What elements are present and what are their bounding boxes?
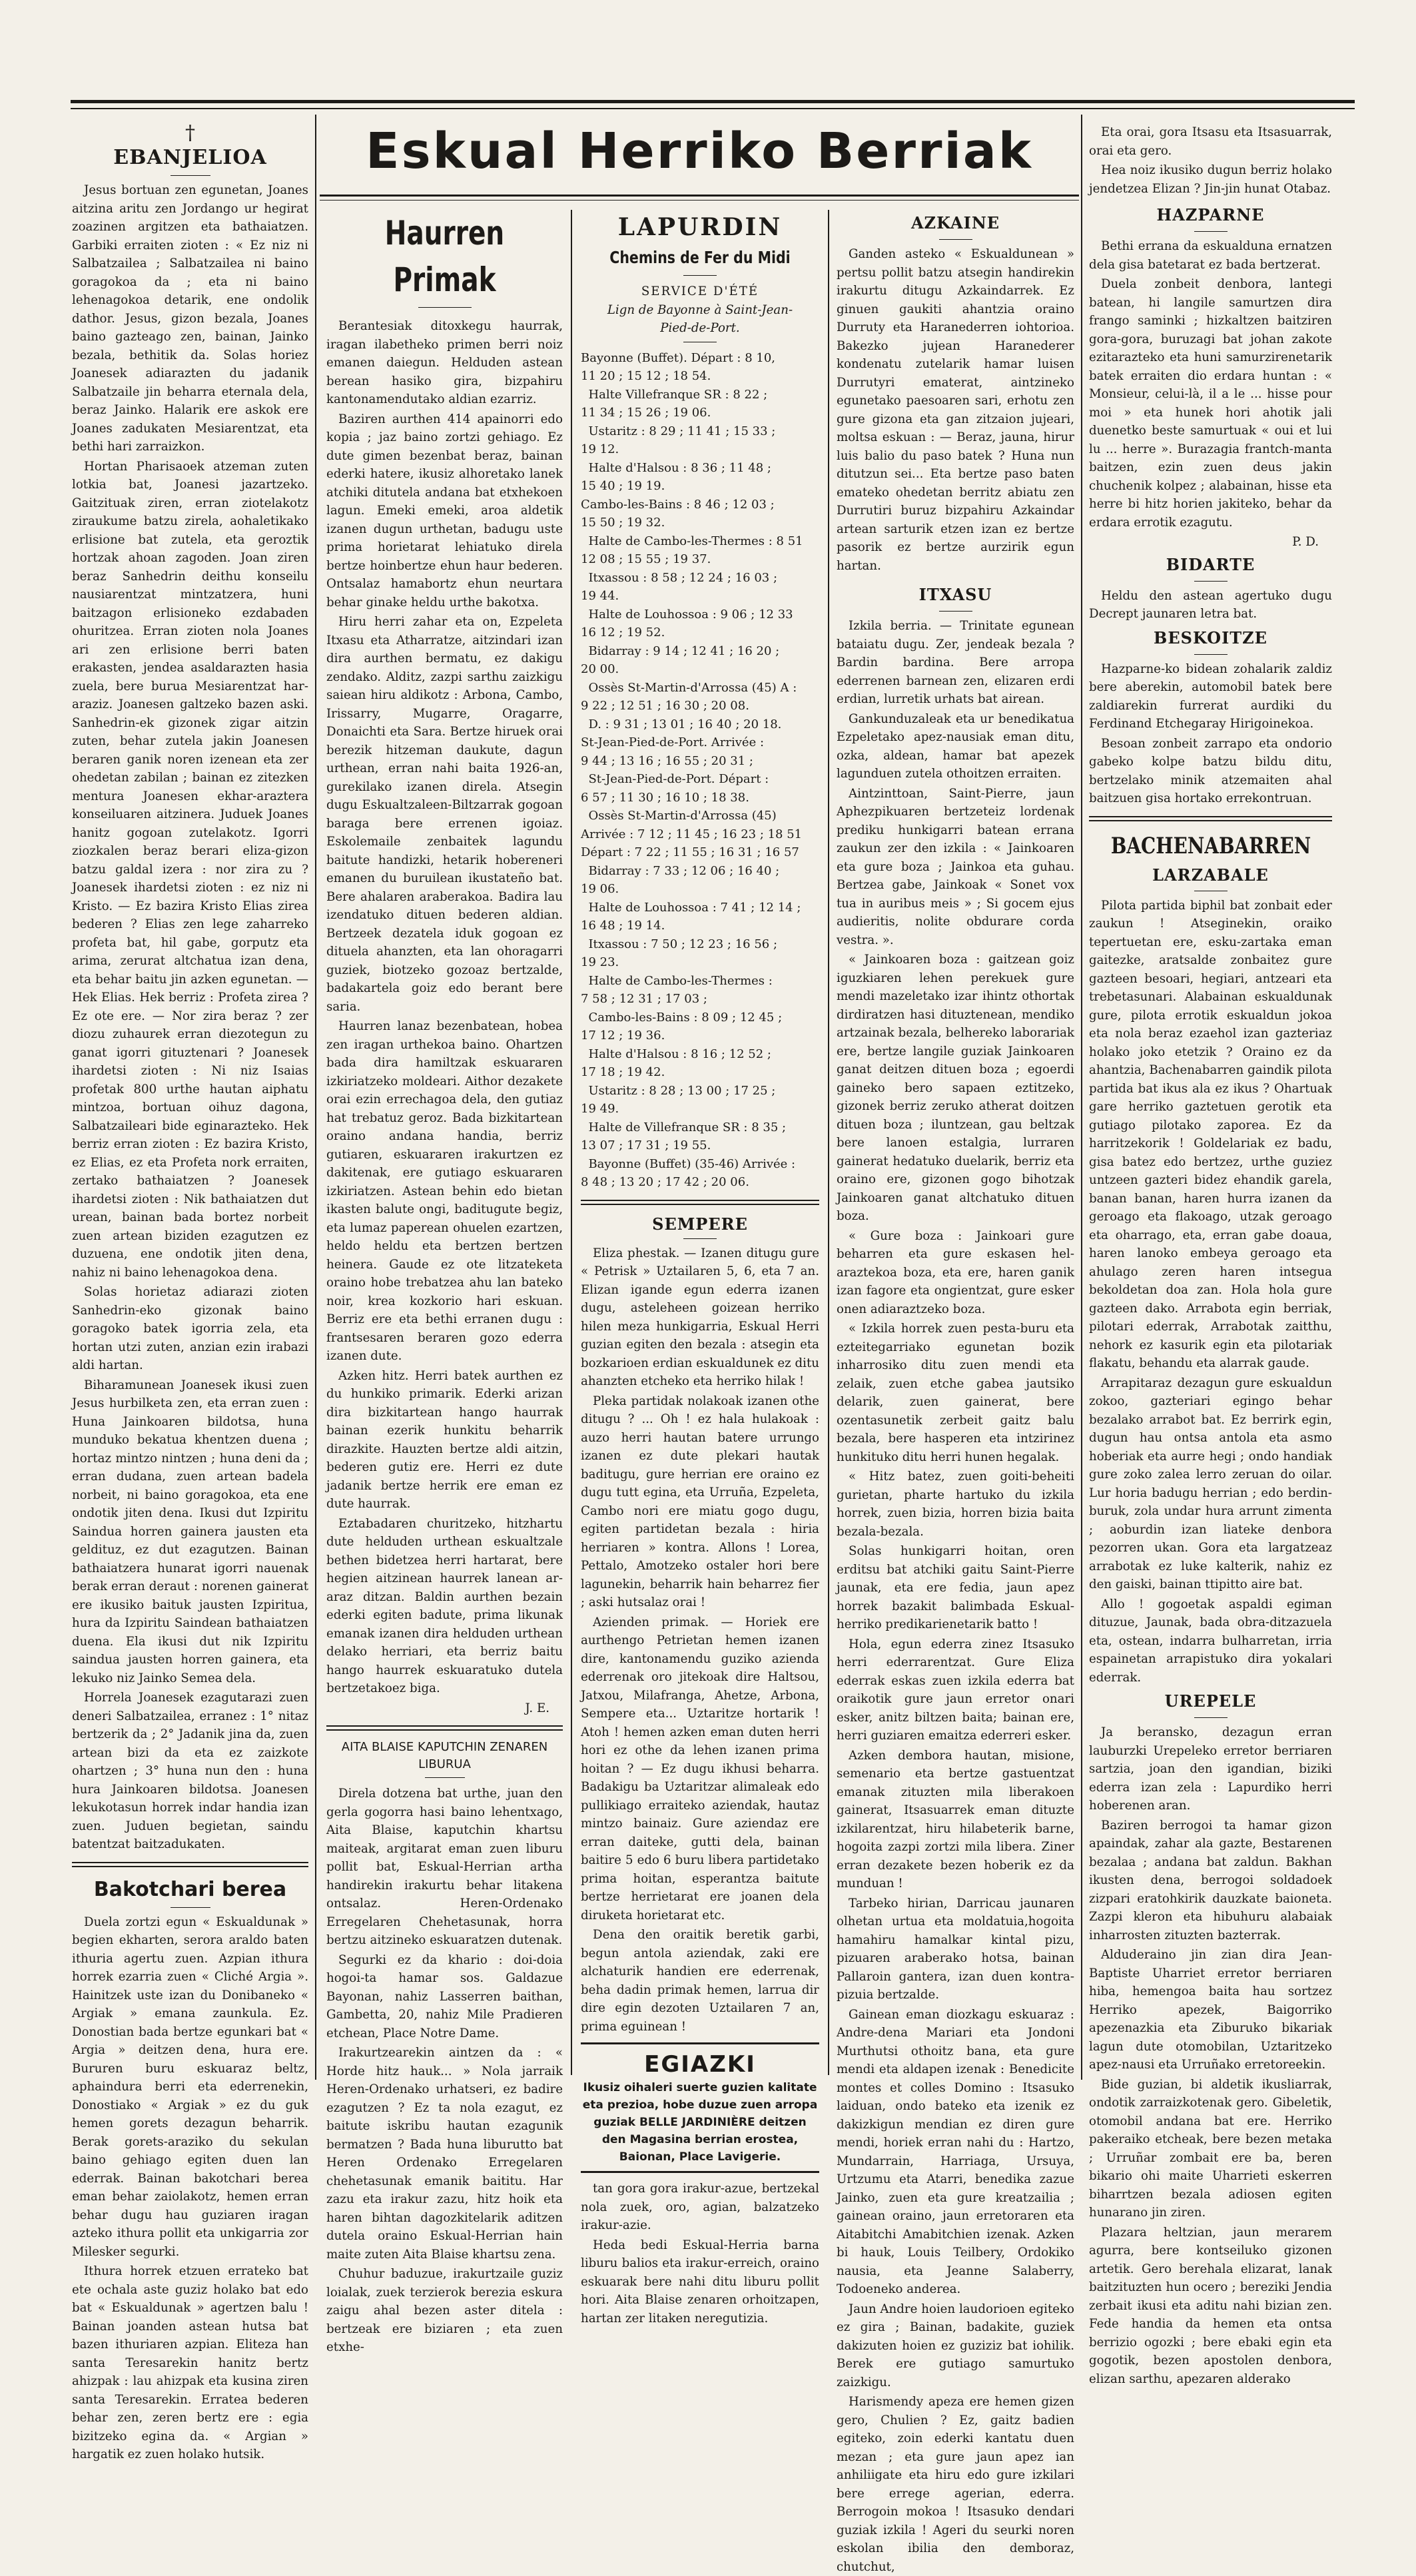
paragraph: Ithura horrek etzuen errateko bat ete ochala aste guziz holako bat edo bat « Eskualdunak » agertzen balu ! Bainan joanden astean hutsa bat bazen ithuriaren azpian. Eliteza han santa Teresarekin hanitz bertz ahizpak : lau ahizpak eta kusina ziren santa Teresarekin. Erratea bederen behar zen, zeren bertz ere : egia bizitzeko egina da. « Argian » hargatik ez zuen holako hutsik. (72, 2264, 308, 2461)
divider (171, 175, 210, 176)
paragraph: Gainean eman diozkagu eskuaraz : Andre-dena Mariari eta Jondoni Murthutsi othoitz bana, eta gure mendi eta aldapen izenak : Benedicite montes et colles Domino : Itsasuko laiduan, ondo bateko eta izenik ez dakizkigun mendian ez diren gure mendi, horiek erran nahi du : Hartzo, Mundarrain, Harriaga, Ursuya, Urtzumu eta Atarri, benedika zazue Jainko, zuen eta gure kreatzailia ; gainean oraino, jaun erretoraren eta Aitabitchi Amabitchien izenak. Azken bi hauk, Louis Teilbery, Ordokiko nausia, eta Jeanne Salaberry, Todoeneko anderea. (837, 2007, 1074, 2296)
section-heading: UREPELE (1164, 1691, 1257, 1711)
top-rule-thin (71, 108, 1355, 109)
paragraph: Pleka partidak nolakoak izanen othe ditugu ? ... Oh ! ez hala hulakoak : auzo herri hautan batere urrungo izanen ez dute plekari hautak baditugu, gure herrian ere oraino ez dugu tutt egina, eta Urruña, Ezpeleta, Cambo nori ere miatu gogo dugu, egiten partidetan bezala : hiria herriaren » kontra. Allons ! Lorea, Pettalo, Amotzeko ostaler hori bere lagunekin, beharrik hain beharrez fier ; aski hutsalaz orai ! (581, 1394, 819, 1609)
divider (1194, 581, 1228, 582)
masthead-rule-thin (320, 200, 1079, 201)
paragraph: Irakurtzearekin aintzen da : « Horde hitz hauk... » Nola jarraik Heren-Ordenako urhatseri, ez badire ezagutzen ? Ez ta nola ezagut, ez baitute iskribu hautan ezagunik bermatzen ? Bada huna liburutto bat Heren Ordenako Erregelaren chehetasunak emanik baititu. Har zazu eta irakur zazu, hitz hoik eta haren bihtan dagozkitelarik aditzen dutela oraino Eskual-Herrian hain maite zuten Aita Blaise khartsu zena. (326, 2046, 563, 2262)
paragraph: Dena den oraitik beretik garbi, begun antola aziendak, zaki ere alchaturik handien ere ederrenak, beha dadin primak hemen, larrua dir dire egin dezoten Uztailaren 7 an, prima eguinean ! (581, 1928, 819, 2034)
divider (1194, 654, 1228, 655)
ad-text: Ikusiz oihaleri suerte guzien kalitate eta prezioa, hobe duzue zuen arropa guziak BELLE JARDINIÈRE deitzen den Magasina berrian erostea, Baionan, Place Lavigerie. (582, 2081, 818, 2164)
cross-icon: † (185, 121, 195, 145)
paragraph: Hiru herri zahar eta on, Ezpeleta Itxasu eta Atharratze, aitzindari izan dira aurthen bermatu, ez dakigu zendako. Alditz, zazpi sarthu zaizkigu saiean hiru aldikotz : Arbona, Cambo, Irissarry, Mugarre, Oragarre, Donaichti eta Sara. Bertze hiruek orai berezik hitzeman daukute, dagun urthean, erran nahi baita 1926-an, gurekilako izanen direla. Atsegin dugu Eskualtzaleen-Biltzarrak gogoan baraga bere errenen igoiaz. Eskolemaile zenbaitek lagundu baitute handizki, hetarik hobereneri emanen du buruilean ikustateño bat. Bere ahalaren araberakoa. Badira lau izendatuko dituen bederen aldian. Bertzeek dezatela iduk gogoan ez dituela ahanzten, eta lan ohoragarri guziek, biotzeko gozoaz bertzalde, badakartela goiz edo berant bere saria. (326, 615, 563, 1014)
paragraph: Ganden asteko « Eskualdunean » pertsu pollit batzu atsegin handirekin irakurtu ditugu Azkaindarrek. Ez ginuen gaukiti ahantzia oraino Durruty eta Haranederren iohtorioa. Bakezko jujean Haranederer kondenatu zutelarik hamar luisen Durrutyri ematerat, aintzineko egunetako paesoaren sari, erhotu zen gure gizona eta gan zitzaion jujeari, moltsa eskuan : — Beraz, jauna, hirur luis balio du paso batek ? Huna nun ditutzun sei... Eta bertze paso baten emateko ohedetan berritz abiatu zen Durrutiri buruz bizpahiru Azkaindar artean sarturik etzen izan ez bertze pasorik ez bertze aurzirik egun hartan. (837, 247, 1074, 573)
masthead-rule (320, 195, 1079, 197)
column-hazparne (1089, 123, 1332, 2386)
paragraph: Heldu den astean agertuko dugu Decrept jaunaren letra bat. (1089, 588, 1332, 621)
column-divider (315, 115, 316, 2080)
paragraph: « Izkila horrek zuen pesta-buru eta ezteitegarriako egunetan bozik inharrosiko ditu zuen mendi eta zelaik, zuen etche gabea jautsiko delarik, zuen gainerat, bere ozentasunetik zerbeit gaitz balu bezala, bere hasperen eta intzirinez hunkituko ditu herri hunen hegalak. (837, 1322, 1074, 1464)
line-label: Lign de Bayonne à Saint-Jean-Pied-de-Port. (607, 302, 793, 335)
paragraph: Aintzinttoan, Saint-Pierre, jaun Aphezpikuaren bertzeteiz lordenak prediku hunkigarri batean errana zaukun zer den izkila : « Jainkoaren eta gure boza ; Jainkoa eta guhau. Bertzea gabe, Jainkoak « Sonet vox tua in auribus meis » ; Si gocem ejus audieritis, nolite obdurare corda vestra. ». (837, 786, 1074, 947)
paragraph: Biharamunean Joanesek ikusi zuen Jesus hurbilketa zen, eta erran zuen : Huna Jainkoaren bildotsa, huna munduko bekatua khentzen duena ; hortaz mintzo nintzen ; huna deni da ; erran dudana, zuen artean badela norbeit, ni baino goragokoa, eta ene ondotik jiten dena. Ikusi dut Izpiritu Saindua horren gainera jausten eta geldituz, ez dut ezagutzen. Bainan bathaiatzera hunarat igorri nauenak berak erran deraut : norenen gainerat ere ikusiko baituk jausten Izpiritua, hura da Izpiritu Saindean bathaiatzen duena. Ela ikusi dut nik Izpiritu saindua jausten horren gainera, eta lekuko niz Jainko Semea dela. (72, 1378, 308, 1685)
signature: J. E. (525, 1701, 549, 1715)
paragraph: Alduderaino jin zian dira Jean-Baptiste Uharriet erretor berriaren hiba, hemengoa baita hau sortzez Herriko apezek, Baigorriko apezenazkia eta Ziburuko bikariak lagun dute otomobilan, Uztaritzeko apez-nausi eta Urruñako erretoreekin. (1089, 1948, 1332, 2072)
paragraph: Solas hunkigarri hoitan, oren erditsu bat atchiki gaitu Saint-Pierre jaunak, eta ere fedia, jaun apez horrek bazakit balimbada Eskual-herriko predikarienetarik batto ! (837, 1544, 1074, 1631)
divider (72, 1862, 308, 1867)
paragraph: Haurren lanaz bezenbatean, hobea zen iragan urthekoa baino. Ohartzen bada dira hamiltzak eskuararen izkiriatzeko moldeari. Aithor dezakete orai ezin errechagoa dela, den gutiaz hat trebatuz geroz. Bada bizkitartean oraino andana handia, berriz gutiaren, eskuararen irakurtzen ez dakitenak, ere gutiago eskuararen izkiriatzen. Astean behin edo bietan ikasten balute ongi, baditugute begiz, eta lumaz paperean ohuelen ezartzen, heldo heldu eta bertzen bertzen heinera. Gaude ez ote litzateketa oraino hobe trebatzea ahu lan bateko noir, krea kozkorio hari eskuan. Berriz ere eta bethi erranen dugu : frantsesaren beraren gozo ederra izanen dute. (326, 1019, 563, 1363)
paragraph: Duela zonbeit denbora, lantegi batean, hi langile samurtzen dira frango saminki ; hizkaltzen baitziren gora-gora, buruzagi bat johan zakote ezitarazteko eta huni samurzirenetarik batek erraiten dio erdara huntan : « Monsieur, celui-là, il a le ... hisse pour moi » eta hunek hori ahotik jali duenetko beste samurtuak « oui et lui lu ... herre ». Burazagia frantch-manta baitzen, ezin zuen deus jakin chuchenik kolpez ; alabainan, hisse eta herre bi hitz horien jakiteko, behar da erdara errotik ezagutu. (1089, 277, 1332, 530)
advertisement (581, 2042, 819, 2173)
paragraph: Solas horietaz adiarazi zioten Sanhedrin-eko gizonak baino goragoko batek igorria zela, eta hortan utzi zuten, anzian ezin irabazi aldi hartan. (72, 1285, 308, 1372)
divider (581, 1200, 819, 1205)
paragraph: Eliza phestak. — Izanen ditugu gure « Petrisk » Uztailaren 5, 6, eta 7 an. Elizan igande egun ederra izanen dugu, asteleheen goizean herriko hilen meza hunkigarria, Eskual Herri guzian egiten den bezala : atsegin eta bozkarioen erdian eskualdunek ez ditu ahanzten etcheko eta herriko hilak ! (581, 1246, 819, 1388)
paragraph: Tarbeko hirian, Darricau jaunaren olhetan urtua eta moldatuia,hogoita hamahiru hamalkar kintal pizu, pizuaren araberako hotsa, bainan Pallaroin gantera, izan duen kontra-pizuia bertzalde. (837, 1896, 1074, 2002)
column-divider (828, 210, 829, 2075)
paragraph: Azienden primak. — Horiek ere aurthengo Petrietan hemen izanen dire, kantonamendu guziko azienda ederrenak oro jitekoak dire Haltsou, Jatxou, Milafranga, Ahetze, Arbona, Sempere eta... Uztaritze hortarik ! Atoh ! hemen azken eman duten herri hori ez othe da lehen izanen prima hoitan ? — Ez dugu ikhusi beharra. Badakigu ba Uztaritzar alimaleak edo pullikiago erraiteko aziendak, hautaz mintzo bainaiz. Gure aziendaz ere erran daiteke, gutti dela, bainan baitire 5 edo 6 buru libera partidetako prima hoitan, esperantza baitute bertze herrietarat ere joanen dela diruketa horietarat etc. (581, 1615, 819, 1923)
divider (425, 1777, 465, 1778)
paragraph: Chuhur baduzue, irakurtzaile guziz loialak, zuek terzierok berezia eskura zaigu ahal bezen aster ditela : bertzeak ere biziaren ; eta zuen etxhe- (326, 2267, 563, 2354)
column-haurren-primak (326, 210, 563, 2354)
section-heading: ITXASU (918, 585, 992, 604)
section-heading: AZKAINE (910, 213, 1000, 232)
paragraph: Hazparne-ko bidean zohalarik zaldiz bere aberekin, automobil batek bere zaldiarekin furrerat aurdiki du Ferdinand Etchegaray Hirigoinekoa. (1089, 661, 1332, 731)
paragraph: Pilota partida biphil bat zonbait eder zaukun ! Atseginekin, oraiko tepertuetan ere, esku-zartaka eman gaitezke, aratsalde zonbaitez gure gazteen besoari, hegiari, antzeari eta trebetasunari. Alabainan eskualdunak gure, pilota errotik eskualdun jokoa eta nola beraz ezaehol izan gazteriaz holako joko etetzik ? Oraino ez da ahantzia, Bachenabarren gaindik pilota partida bat ikus ala ez ikus ? Ohartuak gare herriko gaztetuen gerotik eta gutiago pilotako zaporea. Ez da harritzekorik ! Goldelariak ez badu, gisa batez edo bertzez, urthe guziez untzeen gazteri bidez ehandik garela, banan banan, haren hurra izanen da geroago eta flakoago, utzak geroago eta oharrago, eta, erran gabe doaua, haren lanoko embeya geroago eta ahulago zeren haren intsegua bekoldetan doa zan. Hola hola gure gazteen dako. Arrabota egin berriak, pilotari ederrak, Arrabotak zaitthu, nehork ez kasurik egin eta pilotariak flakatu, behandu eta alarrak gaude. (1089, 898, 1332, 1370)
paragraph: Allo ! gogoetak aspaldi egiman dituzue, Jaunak, bada obra-ditzazuela eta, ostean, indarra bulharretan, irria espainetan arrapistuko dira yokalari ederrak. (1089, 1597, 1332, 1685)
paragraph: Ja beransko, dezagun erran lauburzki Urepeleko erretor berriaren sartzia, joan den igandian, biziki ederra izan zela : Lapurdiko herri hoberenen aran. (1089, 1725, 1332, 1813)
ad-title: EGIAZKI (644, 2051, 756, 2078)
section-heading: BIDARTE (1166, 554, 1255, 574)
column-ebanjelioa (72, 121, 308, 2461)
signature: P. D. (1292, 535, 1319, 549)
paragraph: Heda bedi Eskual-Herria barna liburu balios eta irakur-erreich, oraino eskuarak bere nahi ditu liburu pollit hori. Aita Blaise zenaren orhoitzapen, hartan zer litaken neregutizia. (581, 2238, 819, 2326)
paragraph: Bethi errana da eskualduna ernatzen dela gisa batetarat ez bada bertzerat. (1089, 239, 1332, 272)
paragraph: Bide guzian, bi aldetik ikusliarrak, ondotik zarraizkotenak gero. Gibeletik, otomobil andana bat ere. Herriko pakeraiko etcheak, bere bezen metaka ; Urruñar zombait ere ba, beren bikario ohi maite Uharrieti eskerren biharrtzen bezala adiosen egiten hunarano jin ziren. (1089, 2077, 1332, 2220)
paragraph: Azken dembora hautan, misione, semenario eta bertze gastuentzat emanak zituzten mila liberakoen gainerat, Itsasuarrek eman dituzte izkilarentzat, hiru hilabeterik barne, hogoita zazpi zortzi mila libera. Ziner erran dezakete bezen hoberik ez da munduan ! (837, 1748, 1074, 1891)
service-label: SERVICE D'ÉTÉ (641, 284, 759, 298)
paragraph: Jaun Andre hoien laudorioen egiteko ez gira ; Bainan, badakite, guziek dakizuten hoien ez guziziz bat iohilik. Berek ere gutiago samurtuko zaizkigu. (837, 2302, 1074, 2389)
section-heading: LAPURDIN (617, 213, 783, 241)
divider (418, 307, 472, 308)
section-heading: AITA BLAISE KAPUTCHIN ZENAREN LIBURUA (341, 1740, 548, 1771)
section-heading: Bakotchari berea (93, 1877, 287, 1901)
paragraph: « Gure boza : Jainkoari gure beharren eta gure eskasen hel-araztekoa boza, eta ere, haren ganik izan fagore eta ongientzat, gure esker onen adiaraztzeko boza. (837, 1228, 1074, 1316)
paragraph: Plazara heltzian, jaun merarem agurra, bere kontseiluko gizonen artetik. Gero berehala elizarat, lanak baitzituzten hun ocero ; bereziki Jendia zerbait ikusi eta aditu nahi bizian zen. Fede handia da hemen eta ontsa berrizio ogozki ; bere ebaki egin eta gogotik, bezen apostolen denbora, elizan sarthu, apezaren alderako (1089, 2225, 1332, 2386)
paragraph: Eztabadaren churitzeko, hitzhartu dute helduden urthean eskualtzale bethen bidetzea herri hartarat, bere hegien aitzinean haurrek lanean ar-araz ditzan. Baldin aurthen bezain ederki egiten badute, prima likunak emanak izanen dira helduden urthean delako herriari, eta berriz baitu hango haurrek eskuaratuko dutela bertzetakoez biga. (326, 1516, 563, 1695)
column-divider (571, 210, 572, 2075)
masthead-title: Eskual Herriko Berriak (366, 123, 1033, 180)
paragraph: Baziren aurthen 414 apainorri edo kopia ; jaz baino zortzi gehiago. Ez dute gimen bezenbat beraz, bainan ederki hatere, ikusiz alhoretako lanek atchiki ditutela andana bat etxhekoen lagun. Emeki emeki, aroa aldetik izanen dugun urthetan, badugu uste prima horietarat lehiatuko direla bertze hoinbertze ehun haur bederen. Ontsalaz hamabortz ehun neurtara behar ginake heldu urthe bakotxa. (326, 412, 563, 610)
paragraph: « Hitz batez, zuen goiti-beheiti gurietan, pharte hartuko du izkila horrek, zuen bizia, horren bizia baita bezala-bezala. (837, 1470, 1074, 1539)
paragraph: Azken hitz. Herri batek aurthen ez du hunkiko primarik. Ederki arizan dira bizkitartean hango haurrak bainan ezerik hunkitu beharrik dirazkite. Hauzten bertze aldi aitzin, bederen gutiz ere. Herri ez dute jadanik bertze herrik ere eman ez dute haurrak. (326, 1368, 563, 1511)
top-rule (71, 100, 1355, 103)
paragraph: Hea noiz ikusiko dugun berriz holako jendetzea Elizan ? Jin-jin hunat Otabaz. (1089, 163, 1332, 196)
divider (939, 239, 972, 240)
paragraph: Horrela Joanesek ezagutarazi zuen deneri Salbatzailea, erranez : 1° nitaz bertzerik da ; 2° Jadanik jina da, zuen artean bizi da eta ez zaizkote ohartzen ; 3° huna nun den : huna hura Jainkoaren bildotsa. Joanesen lekukotasun horrek indar handia izan zuen. Juduen begietan, saindu batentzat baitzadukaten. (72, 1691, 308, 1851)
column-azkaine (837, 210, 1074, 2574)
divider (683, 1238, 717, 1239)
section-heading: HAZPARNE (1156, 205, 1265, 224)
paragraph: Besoan zonbeit zarrapo eta ondorio gabeko kolpe batzu bildu ditu, bertzelako minik atzemaiten ahal baitzuen gisa hortako errekontruan. (1089, 736, 1332, 805)
divider (1089, 816, 1332, 821)
column-divider (1081, 115, 1082, 2080)
divider (1194, 1717, 1228, 1718)
paragraph: Gankunduzaleak eta ur benedikatua Ezpeletako apez-nausiak eman ditu, ozka, aldean, hamar bat apezek lagunduen zutela othoitzen erraiten. (837, 711, 1074, 781)
divider (326, 1725, 563, 1731)
paragraph: Izkila berria. — Trinitate egunean bataiatu dugu. Zer, jendeak bezala ? Bardin bardina. Bere arropa ederrenen barnean zen, elizaren erdi erdian, lurretik urhats bat airean. (837, 619, 1074, 706)
subheading: Chemins de Fer du Midi (609, 248, 791, 267)
section-heading: BESKOITZE (1154, 628, 1267, 647)
paragraph: Berantesiak ditoxkegu haurrak, iragan ilabetheko primen berri noiz emanen daiegun. Helduden astean berean hasiko gira, bizpahiru kantonamendutako aldian ezarriz. (326, 319, 563, 406)
paragraph: Baziren berrogoi ta hamar gizon apaindak, zahar ala gazte, Bestarenen bezalaa ; andana bat zaldun. Bakhan ikusten dena, berrogoi soldadoek zizpari eratohkirik dauzkate baioneta. Zazpi kleron eta hibuhuru alabaiak inharrosten zituzten bazterrak. (1089, 1818, 1332, 1942)
section-heading: Haurren Primak (384, 214, 505, 299)
section-heading: SEMPERE (652, 1214, 748, 1234)
paragraph: tan gora gora irakur-azue, bertzekal nola zuek, oro, agian, balzatzeko irakur-azie. (581, 2182, 819, 2232)
paragraph: Harismendy apeza ere hemen gizen gero, Chulien ? Ez, gaitz badien egiteko, zoin ederki kantatu duen mezan ; eta gure jaun apez ian anhiliigate eta hiru edo gure izkilari bere errege agerian, ederra. Berrogoin mokoa ! Itsasuko dendari guziak izkila ! Ageri du seurki noren eskolan ibilia den demboraz, chutchut, (837, 2395, 1074, 2574)
paragraph: Segurki ez da khario : doi-doia hogoi-ta hamar sos. Galdazue Bayonan, nahiz Lasserren baithan, Gambetta, 20, nahiz Mile Pradieren etchean, Place Notre Dame. (326, 1952, 563, 2040)
divider (683, 275, 717, 276)
column-lapurdin (581, 210, 819, 2326)
paragraph: Eta orai, gora Itsasu eta Itsasuarrak, orai eta gero. (1089, 125, 1332, 158)
divider (1194, 231, 1228, 232)
paragraph: Arrapitaraz dezagun gure eskualdun zokoo, gazteriari egingo behar bezalako arrabot bat. Ez berrirk egin, dugun hau ontsa antola eta asmo hoberiak eta aurre hegi ; ondo handiak gure zoko zalea lerro zeruan do oilar. Lur horia badugu herrian ; edo berdin-buruk, zola undar hura arrunt zimenta ; aoburdin izan liateke denbora pezorren ukan. Gora eta largatzeaz arrabotak ez luke kalterik, nahiz ez den gaiski, bainan ttipitto aire bat. (1089, 1376, 1332, 1591)
paragraph: Direla dotzena bat urthe, juan den gerla gogorra hasi baino lehentxago, Aita Blaise, kaputchin khartsu maiteak, argitarat eman zuen liburu pollit bat, Eskual-Herrian artha handirekin irakurtu behar litakena ontsalaz. Heren-Ordenako Erregelaren Chehetasunak, horra bertzu aitzineko eskuaratzen dutenak. (326, 1787, 563, 1947)
paragraph: Duela zortzi egun « Eskualdunak » begien ekharten, serora araldo baten ithuria agertu zuen. Azpian ithura horrek ezarria zuen « Cliché Argia ». Hainitzek uste izan du Donibaneko « Argiak » emana zaunkula. Ez. Donostian bada bertze egunkari bat « Argia » deitzen dena, hura ere. Bururen buru eskuaraz beltz, aphaindura berri eta ederrenekin, Donostiako « Argiak » ez du guk hemen gorets dezagun beharrik. Berak gorets-araziko du sekulan baino gehiago egiten duen lan ederrak. Bainan bakotchari berea eman behar zaiolakotz, hemen erran behar dugu hau guziaren iragan azteko ithura pollit eta unkigarria zor Milesker segurki. (72, 1915, 308, 2259)
paragraph: Hola, egun ederra zinez Itsasuko herri ederrarentzat. Gure Eliza ederrak eskas zuen izkila ederra bat oraikotik gure jaun erretor onari esker, anitz biltzen baita; bainan ere, herri guziaren emaitza ederreri esker. (837, 1637, 1074, 1743)
divider (939, 611, 972, 612)
paragraph: Jesus bortuan zen egunetan, Joanes aitzina aritu zen Jordango ur hegirat zoazinen argitzen eta bathaiatzen. Garbiki erraiten zioten : « Ez niz ni Salbatzailea ; Salbatzailea ni baino goragokoa da ; eta ni baino lehenagokoa detarik, ene ondolik dathor. Jesus, gizon bezala, Joanes baino gazteago zen, bainan, Jainko bezala, bethitik da. Solas horiez Joanesek adiarazten du jadanik Salbatzaile jin beharra eternala dela, beraz Jainko. Halarik ere askok ere Joanes zadukaten Mesiarentzat, eta bethi hari zarraizkon. (72, 183, 308, 454)
section-heading: EBANJELIOA (113, 146, 267, 169)
train-schedule: Bayonne (Buffet). Départ : 8 10, 11 20 ; 15 12 ; 18 54. Halte Villefranque SR : 8 22 ; 11 34 ; 15 26 ; 19 06. Ustaritz : 8 29 ; 11 41 ; 15 33 ; 19 12. Halte d'Halsou : 8 36 ; 11 48 ; 15 40 ; 19 19. Cambo-les-Bains : 8 46 ; 12 03 ; 15 50 ; 19 32. Halte de Cambo-les-Thermes : 8 51 12 08 ; 15 55 ; 19 37. Itxassou : 8 58 ; 12 24 ; 16 03 ; 19 44. Halte de Louhossoa : 9 06 ; 12 33 16 12 ; 19 52. Bidarray : 9 14 ; 12 41 ; 16 20 ; 20 00. Ossès St-Martin-d'Arrossa (45) A : 9 22 ; 12 51 ; 16 30 ; 20 08. D. : 9 31 ; 13 01 ; 16 40 ; 20 18. St-Jean-Pied-de-Port. Arrivée : 9 44 ; 13 16 ; 16 55 ; 20 31 ; St-Jean-Pied-de-Port. Départ : 6 57 ; 11 30 ; 16 10 ; 18 38. Ossès St-Martin-d'Arrossa (45) Arrivée : 7 12 ; 11 45 ; 16 23 ; 18 51 Départ : 7 22 ; 11 55 ; 16 31 ; 16 57 Bidarray : 7 33 ; 12 06 ; 16 40 ; 19 06. Halte de Louhossoa : 7 41 ; 12 14 ; 16 48 ; 19 14. Itxassou : 7 50 ; 12 23 ; 16 56 ; 19 23. Halte de Cambo-les-Thermes : 7 58 ; 12 31 ; 17 03 ; Cambo-les-Bains : 8 09 ; 12 45 ; 17 12 ; 19 36. Halte d'Halsou : 8 16 ; 12 52 ; 17 18 ; 19 42. Ustaritz : 8 28 ; 13 00 ; 17 25 ; 19 49. Halte de Villefranque SR : 8 35 ; 13 07 ; 17 31 ; 19 55. Bayonne (Buffet) (35-46) Arrivée : 8 48 ; 13 20 ; 17 42 ; 20 06. (581, 350, 803, 1189)
region-banner: BACHENABARREN (1110, 832, 1311, 859)
section-heading: LARZABALE (1152, 865, 1269, 885)
paragraph: Hortan Pharisaoek atzeman zuten lotkia bat, Joanesi jazartzeko. Gaitzituak ziren, erran ziotelakotz ziraukume batzu zirela, aohaletikako erlisione bat zutela, eta geroztik hortzak ahoan zagoden. Joan ziren beraz Sanhedrin deithu konseilu nausiarentzat mintzatzera, huni baitzagon erlisioneko ezdabaden ohuritzea. Erran zioten nola Joanes ari zen erlisione berri baten erakasten, jendea asaldarazten hasia zuela, bere burua Mesiarentzat har-araziz. Joanesen galtzeko bazen aski. Sanhedrin-ek gizonek zigar aitzin zuten, behar zutela jakin Joanesen beraren ganik noren izenean eta zer ohedetan zabilan ; bainan ez zitezken mentura Joanesen ekhar-araztera konseiluaren aitzinera. Juduek Joanes hanitz gogoan zutelakotz. Igorri ziozkalen beraz berari eliza-gizon batzu galdal izera : nor zira zu ? Joanesek ihardetsi zioten : ez niz ni Kristo. — Ez bazira Kristo Elias zirea bederen ? Elias zen lege zaharreko profeta bat, hil gabe, gorputz eta arima, zerurat altchatua izan dena, eta behar baitu jin azken egunetan. — Hek Elias. Hek berriz : Profeta zirea ? Ez ote ere. — Nor zira beraz ? zer diozu zuhaurek erran diezotegun zu ganat igorri gituztenari ? Joanesek ihardetsi zioten : Ni niz Isaias profetak 800 urthe hautan aiphatu mintzoa, bortuan oihuz dagona, Salbatzaileari bide eginarazteko. Hek berriz erran zioten : Ez bazira Kristo, ez Elias, ez eta Profeta nork erraiten, zertako bathaiatzen ? Joanesek ihardetsi zioten : Nik bathaiatzen dut urean, bainan bada bortez norbeit zuen artean biziden ezagutzen ez duzuena, ene ondotik jiten dena, nahiz ni baino lehenagokoa dena. (72, 459, 308, 1280)
divider (171, 1907, 210, 1908)
paragraph: « Jainkoaren boza : gaitzean goiz iguzkiaren lehen perekuek gure mendi mazeletako izar ihintz othortak dirdiratzen hasi dituztenean, mendiko artzainak bezala, belhereko laborariak ere, bertze langile guziak Jainkoaren ganat deitzen dituen boza ; egoerdi gaineko bero sapaen eztitzeko, gizonek berriz zeruko atherat doitzen dituen boza ; iluntzean, gau beltzak bere lanoen estalgia, lurraren gainerat hedatuko duelarik, berriz eta oraino ere, gizonen gogo bihotzak Jainkoaren ganat altchatuko dituen boza. (837, 953, 1074, 1223)
